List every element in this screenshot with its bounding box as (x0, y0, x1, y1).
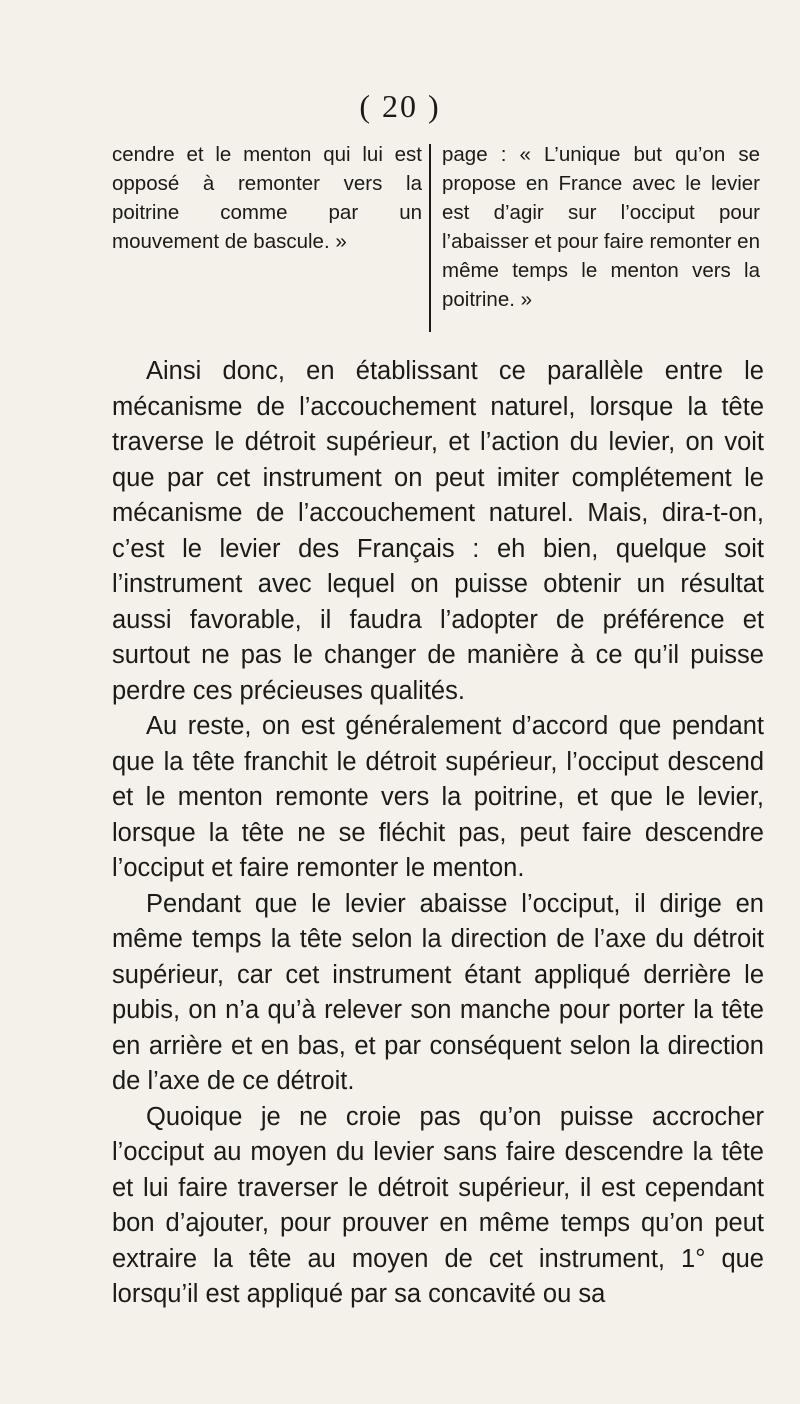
page-number: ( 20 ) (359, 88, 441, 124)
paragraph: Quoique je ne croie pas qu’on puisse accrocher l’occiput au moyen du levier sans faire descendre la tête et lui faire traverser le détroit supérieur, il est cependant bon d’ajouter, pour prouver en même temps qu’on peut extraire la tête au moyen de cet instrument, 1° que lorsqu’il est appliqué par sa concavité ou sa (112, 1102, 764, 1308)
footnote-left-column: cendre et le menton qui lui est opposé à remonter vers la poitrine comme par un mouvement de bascule. » (112, 143, 422, 253)
paragraph: Ainsi donc, en établissant ce parallèle entre le mécanisme de l’accouchement naturel, lorsque la tête traverse le détroit supérieur, et l’action du levier, on voit que par cet instrument on peut imiter complétement le mécanisme de l’accouchement naturel. Mais, dira-t-on, c’est le levier des Français : eh bien, quelque soit l’instrument avec lequel on puisse obtenir un résultat aussi favorable, il faudra l’adopter de préférence et surtout ne pas le changer de manière à ce qu’il puisse perdre ces précieuses qualités. (112, 357, 764, 705)
main-text (112, 354, 764, 1313)
column-divider (429, 144, 431, 332)
paragraph: Pendant que le levier abaisse l’occiput, il dirige en même temps la tête selon la direction de l’axe du détroit supérieur, car cet instrument étant appliqué derrière le pubis, on n’a qu’à relever son manche pour porter la tête en arrière et en bas, et par conséquent selon la direction de l’axe de ce détroit. (112, 889, 764, 1095)
paragraph: Au reste, on est généralement d’accord que pendant que la tête franchit le détroit supérieur, l’occiput descend et le menton remonte vers la poitrine, et que le levier, lorsque la tête ne se fléchit pas, peut faire descendre l’occiput et faire remonter le menton. (112, 712, 764, 882)
footnote-columns (112, 140, 760, 336)
footnote-right-column: page : « L’unique but qu’on se propose en France avec le levier est d’agir sur l’occiput pour l’abaisser et pour faire remonter en même temps le menton vers la poitrine. » (442, 143, 760, 311)
